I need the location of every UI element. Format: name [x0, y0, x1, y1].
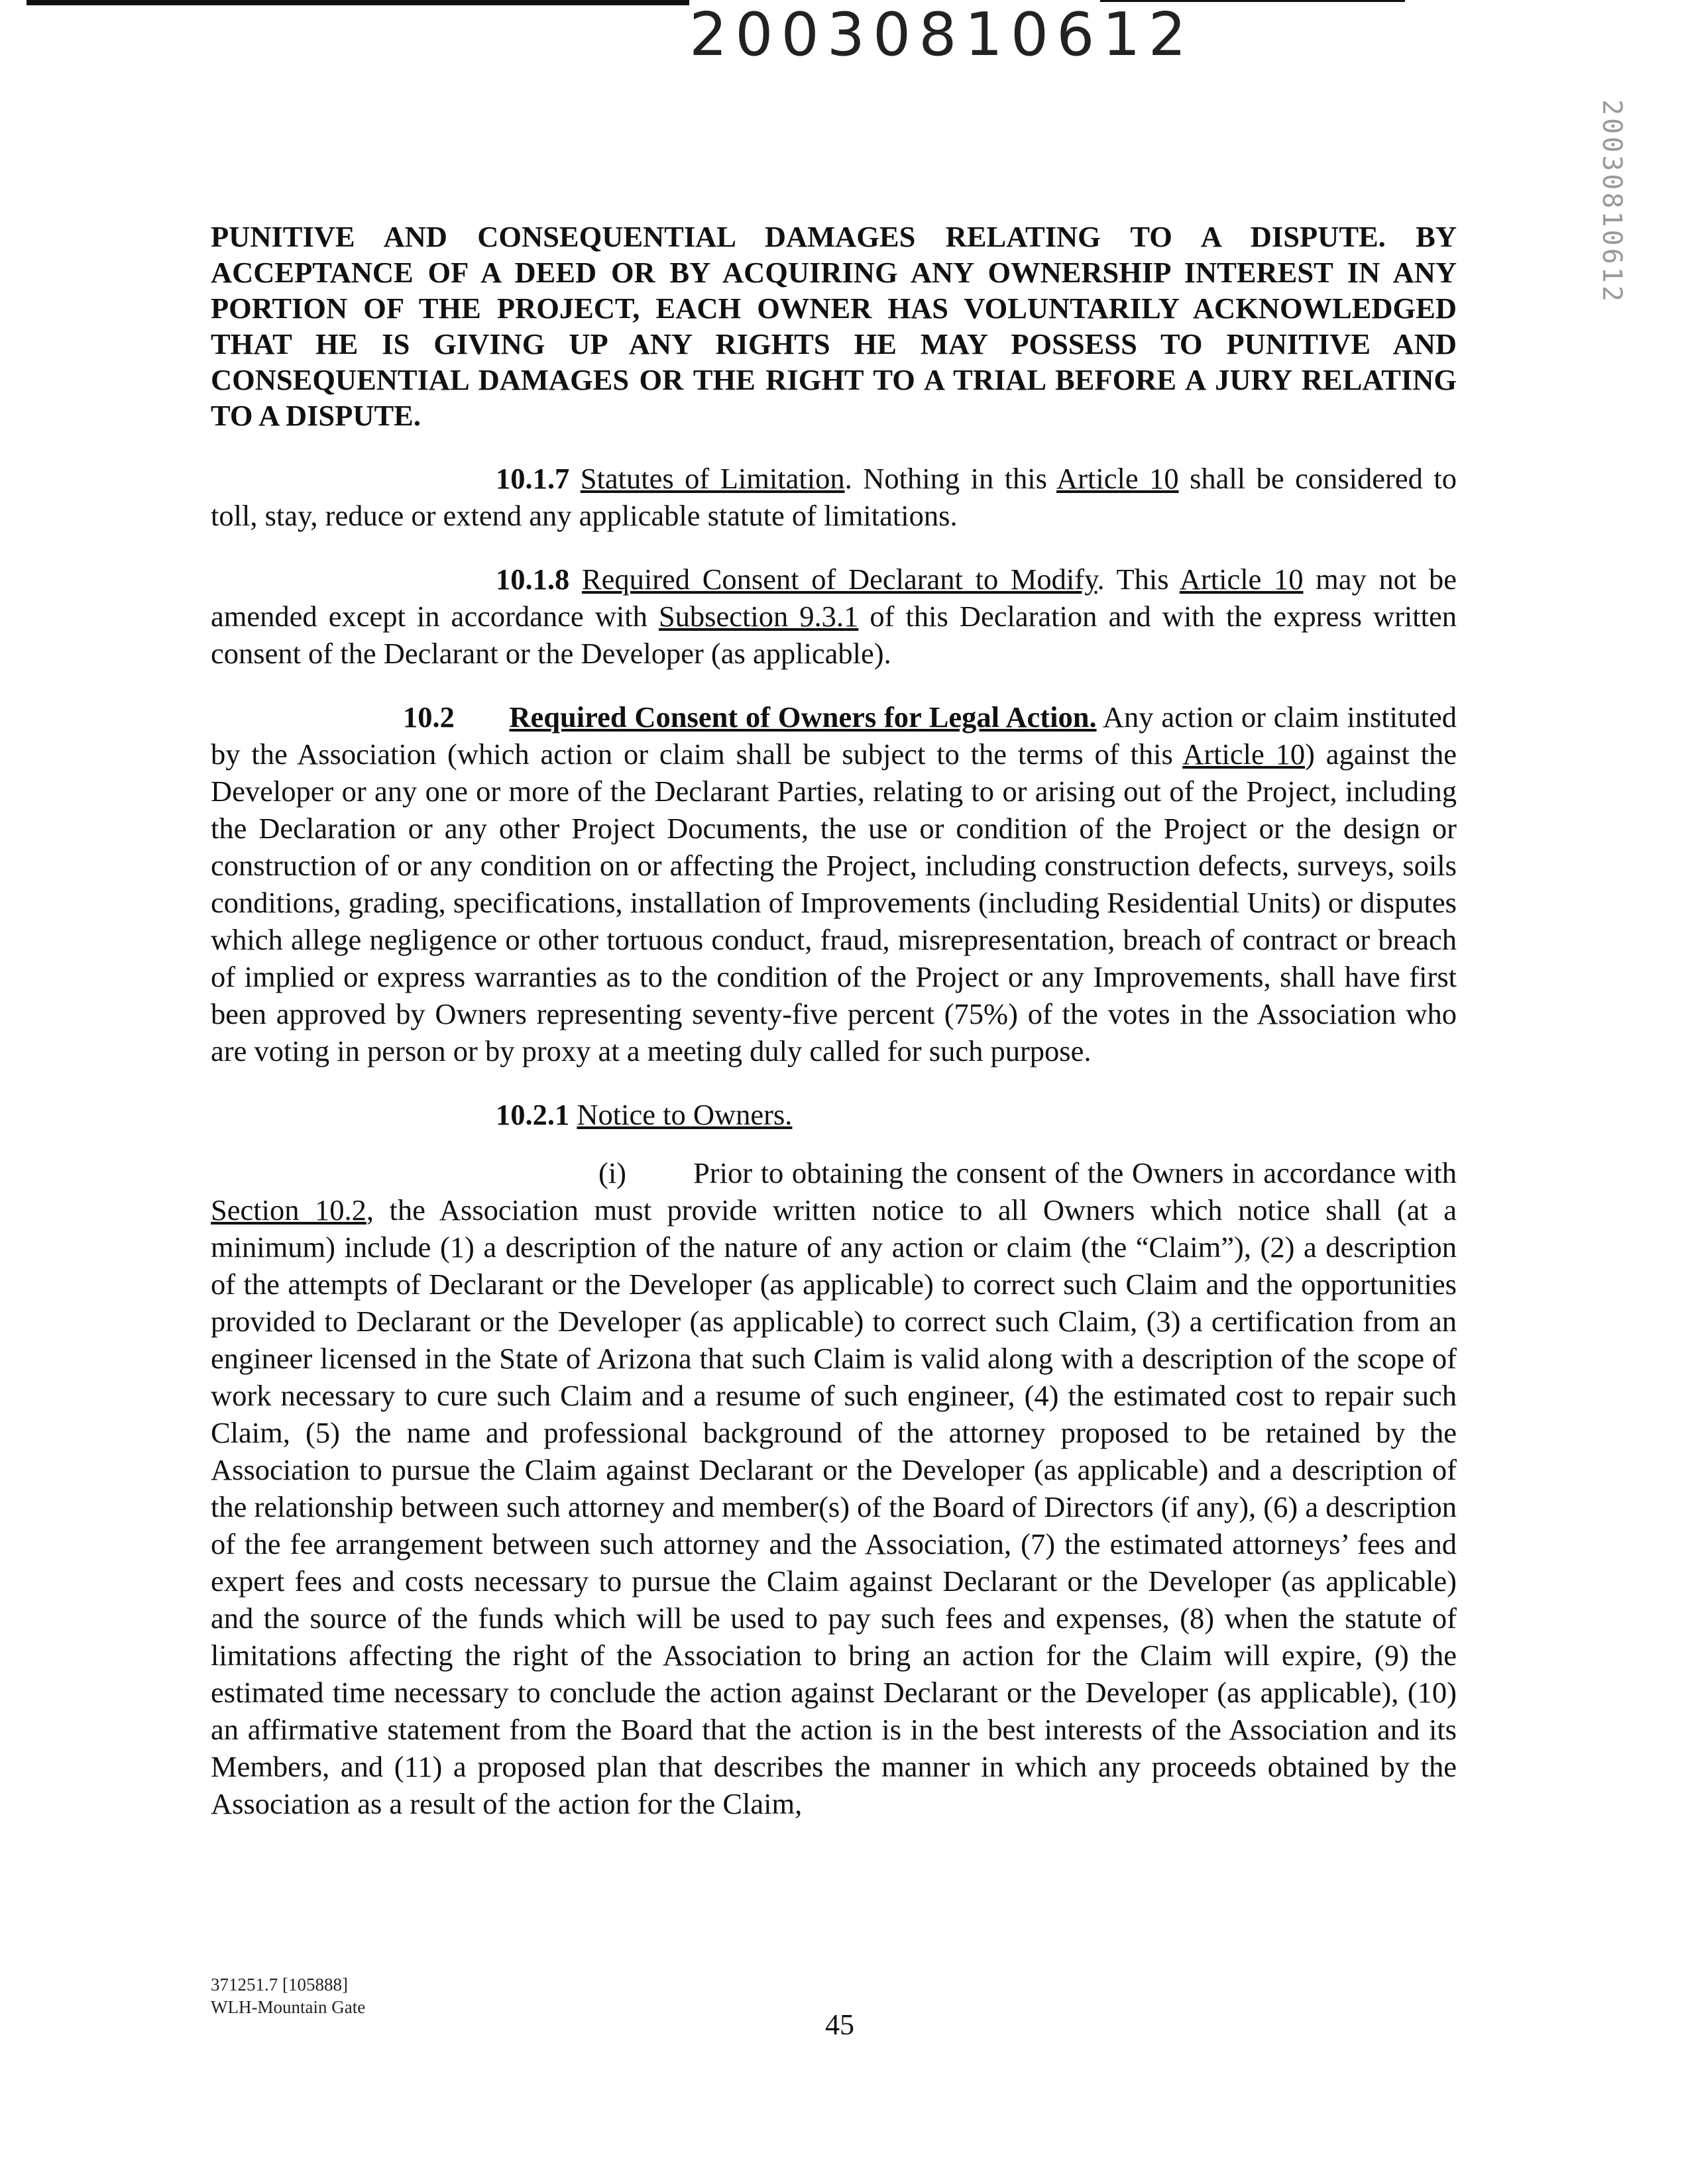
side-stamp: 20030810612	[1597, 99, 1627, 304]
section-title: Notice to Owners.	[577, 1098, 793, 1131]
section-title: Required Consent of Owners for Legal Action.	[509, 700, 1097, 734]
footer	[211, 1973, 365, 2018]
section-10-1-7: 10.1.7 Statutes of Limitation. Nothing in this Article 10 shall be considered to toll, stay, reduce or extend any applicable statute of limitations.	[211, 462, 1457, 532]
section-number: 10.1.8	[496, 563, 570, 596]
section-number: 10.2	[403, 700, 455, 734]
item-i: (i) Prior to obtaining the consent of the Owners in accordance with Section 10.2, the Association must provide written notice to all Owners which notice shall (at a minimum) include (1) a description of the nature of any action or claim (the “Claim”), (2) a description of the attempts of Declarant or the Developer (as applicable) to correct such Claim and the opportunities provided to Declarant or the Developer (as applicable) to correct such Claim, (3) a certification from an engineer licensed in the State of Arizona that such Claim is valid along with a description of the scope of work necessary to cure such Claim and a resume of such engineer, (4) the estimated cost to repair such Claim, (5) the name and professional background of the attorney proposed to be retained by the Association to pursue the Claim against Declarant or the Developer (as applicable) and a description of the relationship between such attorney and member(s) of the Board of Directors (if any), (6) a description of the fee arrangement between such attorney and the Association, (7) the estimated attorneys’ fees and expert fees and costs necessary to pursue the Claim against Declarant or the Developer (as applicable) and the source of the funds which will be used to pay such fees and expenses, (8) when the statute of limitations affecting the right of the Association to bring an action for the Claim will expire, (9) the estimated time necessary to conclude the action against Declarant or the Developer (as applicable), (10) an affirmative statement from the Board that the action is in the best interests of the Association and its Members, and (11) a proposed plan that describes the manner in which any proceeds obtained by the Association as a result of the action for the Claim,	[211, 1156, 1457, 1820]
section-number: 10.1.7	[496, 462, 570, 495]
cross-reference: Section 10.2	[211, 1193, 366, 1227]
document-reference: 371251.7 [105888]	[211, 1975, 348, 1994]
page-body	[211, 219, 1457, 1822]
scan-edge-mark	[27, 0, 689, 5]
recording-number: 20030810612	[689, 0, 1194, 70]
cross-reference: Article 10	[1056, 462, 1179, 495]
cross-reference: Subsection 9.3.1	[658, 600, 859, 633]
cross-reference: Article 10	[1179, 563, 1304, 596]
page-number: 45	[825, 2008, 854, 2041]
section-number: 10.2.1	[496, 1098, 570, 1131]
section-title: Statutes of Limitation	[580, 462, 845, 495]
item-marker: (i)	[598, 1156, 627, 1189]
section-title: Required Consent of Declarant to Modify	[581, 563, 1097, 596]
project-name: WLH-Mountain Gate	[211, 1997, 366, 2017]
caps-paragraph: PUNITIVE AND CONSEQUENTIAL DAMAGES RELATING TO A DISPUTE. BY ACCEPTANCE OF A DEED OR BY ACQUIRING ANY OWNERSHIP INTEREST IN ANY PORTION OF THE PROJECT, EACH OWNER HAS VOLUNTARILY ACKNOWLEDGED THAT HE IS GIVING UP ANY RIGHTS HE MAY POSSESS TO PUNITIVE AND CONSEQUENTIAL DAMAGES OR THE RIGHT TO A TRIAL BEFORE A JURY RELATING TO A DISPUTE.	[211, 220, 1457, 432]
cross-reference: Article 10	[1182, 737, 1306, 771]
section-10-2: 10.2 Required Consent of Owners for Legal Action. Any action or claim instituted by the Association (which action or claim shall be subject to the terms of this Article 10) against the Developer or any one or more of the Declarant Parties, relating to or arising out of the Project, including the Declaration or any other Project Documents, the use or condition of the Project or the design or construction of or any condition on or affecting the Project, including construction defects, surveys, soils conditions, grading, specifications, installation of Improvements (including Residential Units) or disputes which allege negligence or other tortuous conduct, fraud, misrepresentation, breach of contract or breach of implied or express warranties as to the condition of the Project or any Improvements, shall have first been approved by Owners representing seventy-five percent (75%) of the votes in the Association who are voting in person or by proxy at a meeting duly called for such purpose.	[211, 700, 1457, 1067]
section-10-2-1	[211, 1096, 1457, 1133]
section-10-1-8: 10.1.8 Required Consent of Declarant to Modify. This Article 10 may not be amended except in accordance with Subsection 9.3.1 of this Declaration and with the express written consent of the Declarant or the Developer (as applicable).	[211, 563, 1457, 670]
